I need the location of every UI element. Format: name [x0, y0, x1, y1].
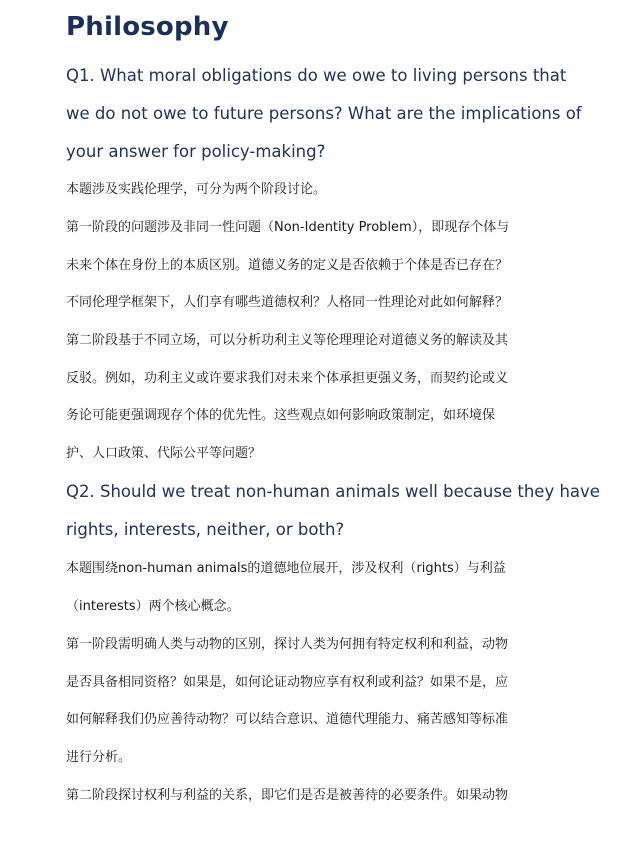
paragraph-line: 护、人口政策、代际公平等问题？: [66, 445, 262, 461]
question-2-line: rights, interests, neither, or both?: [66, 520, 345, 539]
paragraph-line: 进行分析。: [66, 749, 132, 765]
paragraph-line: 第二阶段基于不同立场，可以分析功利主义等伦理理论对道德义务的解读及其: [66, 333, 509, 348]
question-1-line: we do not owe to future persons? What are the implications of: [66, 104, 582, 123]
paragraph-line: 第二阶段探讨权利与利益的关系，即它们是否是被善待的必要条件。如果动物: [66, 788, 509, 803]
page-title: Philosophy: [66, 12, 229, 42]
paragraph-line: （interests）两个核心概念。: [66, 598, 240, 614]
question-2: [66, 473, 600, 549]
question-1-intro: [66, 171, 326, 209]
paragraph-line: 本题围绕non-human animals的道德地位展开，涉及权利（rights）与利益: [66, 561, 506, 576]
question-1-line: Q1. What moral obligations do we owe to living persons that: [66, 66, 567, 85]
paragraph-line: 如何解释我们仍应善待动物？可以结合意识、道德代理能力、痛苦感知等标准: [66, 712, 509, 727]
question-1-line: your answer for policy-making?: [66, 142, 326, 161]
question-1-stage-2: [66, 322, 508, 472]
paragraph-line: 是否具备相同资格？如果是，如何论证动物应享有权利或利益？如果不是，应: [66, 674, 509, 690]
question-1-stage-1: [66, 209, 509, 322]
question-1: [66, 57, 582, 171]
question-2-line: Q2. Should we treat non-human animals well because they have: [66, 482, 600, 501]
paragraph-line: 第一阶段需明确人类与动物的区别，探讨人类为何拥有特定权利和利益，动物: [66, 637, 509, 652]
question-2-stage-1: [66, 626, 508, 776]
paragraph-line: 未来个体在身份上的本质区别。道德义务的定义是否依赖于个体是否已存在？: [66, 257, 509, 273]
paragraph-line: 本题涉及实践伦理学，可分为两个阶段讨论。: [66, 182, 327, 197]
question-2-intro: [66, 550, 506, 625]
paragraph-line: 不同伦理学框架下，人们享有哪些道德权利？人格同一性理论对此如何解释？: [66, 295, 509, 310]
paragraph-line: 务论可能更强调现存个体的优先性。这些观点如何影响政策制定，如环境保: [66, 408, 496, 423]
question-2-stage-2: [66, 777, 508, 815]
paragraph-line: 第一阶段的问题涉及非同一性问题（Non-Identity Problem），即现存个体与: [66, 220, 510, 235]
paragraph-line: 反驳。例如，功利主义或许要求我们对未来个体承担更强义务，而契约论或义: [66, 370, 509, 386]
